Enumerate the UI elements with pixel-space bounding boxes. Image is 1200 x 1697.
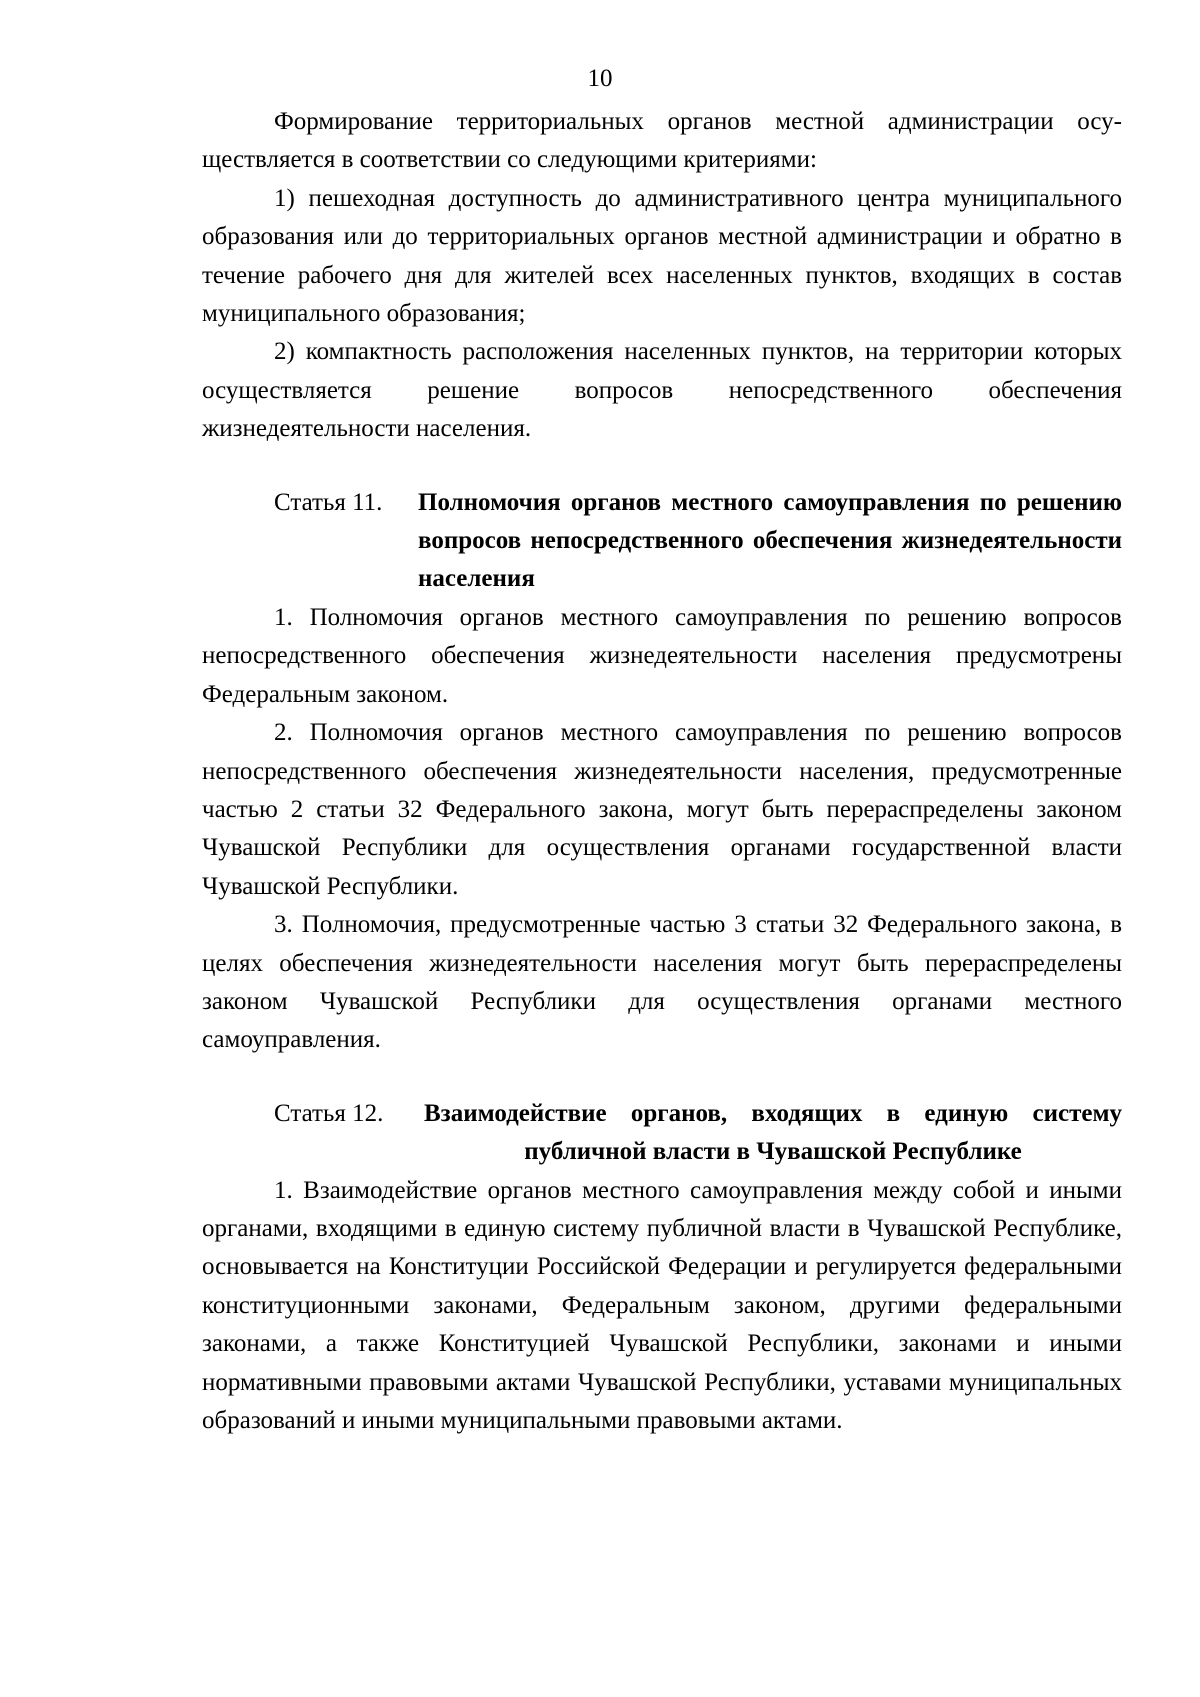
article-12-label: Статья 12.: [274, 1099, 384, 1127]
article-11-paragraph: 3. Полномочия, предусмотренные частью 3 статьи 32 Федерального закона, в целях обеспечения жизнедеятельности населения могут быть перераспределены законом Чувашской Республики для осуществления органами местного самоуправления.: [202, 911, 1122, 1054]
article-11-title: Полномочия органов местного самоуправления по решению вопросов непосредственного обеспечения жизнедеятельности населения: [418, 488, 1122, 593]
intro-paragraph: Формирование территориальных органов местной администрации осуществляется в соответствии со следующими критериями:: [202, 108, 1122, 174]
article-12-heading: [202, 1095, 1122, 1172]
article-11-heading: [202, 484, 1122, 599]
criterion-item: 1) пешеходная доступность до административного центра муниципального образования или до территориальных органов местной администрации и обратно в течение рабочего дня для жителей всех населенных пунктов, входящих в состав муниципального образования;: [202, 184, 1122, 328]
criterion-item: 2) компактность расположения населенных пунктов, на территории которых осуществляется решение вопросов непосредственного обеспечения жизнедеятельности населения.: [202, 338, 1122, 443]
article-11-label: Статья 11.: [274, 488, 383, 516]
article-11-paragraph: 1. Полномочия органов местного самоуправления по решению вопросов непосредственного обеспечения жизнедеятельности населения предусмотрены Федеральным законом.: [202, 603, 1122, 708]
article-11-paragraph: 2. Полномочия органов местного самоуправления по решению вопросов непосредственного обеспечения жизнедеятельности населения, предусмотренные частью 2 статьи 32 Федерального закона, могут быть перераспределены законом Чувашской Республики для осуществления органами государственной власти Чувашской Республики.: [202, 719, 1122, 900]
page-number: 10: [587, 65, 613, 92]
document-body: [202, 103, 1122, 1440]
article-12-paragraph: 1. Взаимодействие органов местного самоуправления между собой и иными органами, входящими в единую систему публичной власти в Чувашской Республике, основывается на Конституции Российской Федерации и регулируется федеральными конституционными законами, Федеральным законом, другими федеральными законами, а также Конституцией Чувашской Республики, законами и иными нормативными правовыми актами Чувашской Республики, уставами муниципальных образований и иными муниципальными правовыми актами.: [202, 1176, 1122, 1434]
article-12-title: Взаимодействие органов, входящих в единую систему публичной власти в Чувашской Республике: [424, 1099, 1122, 1166]
